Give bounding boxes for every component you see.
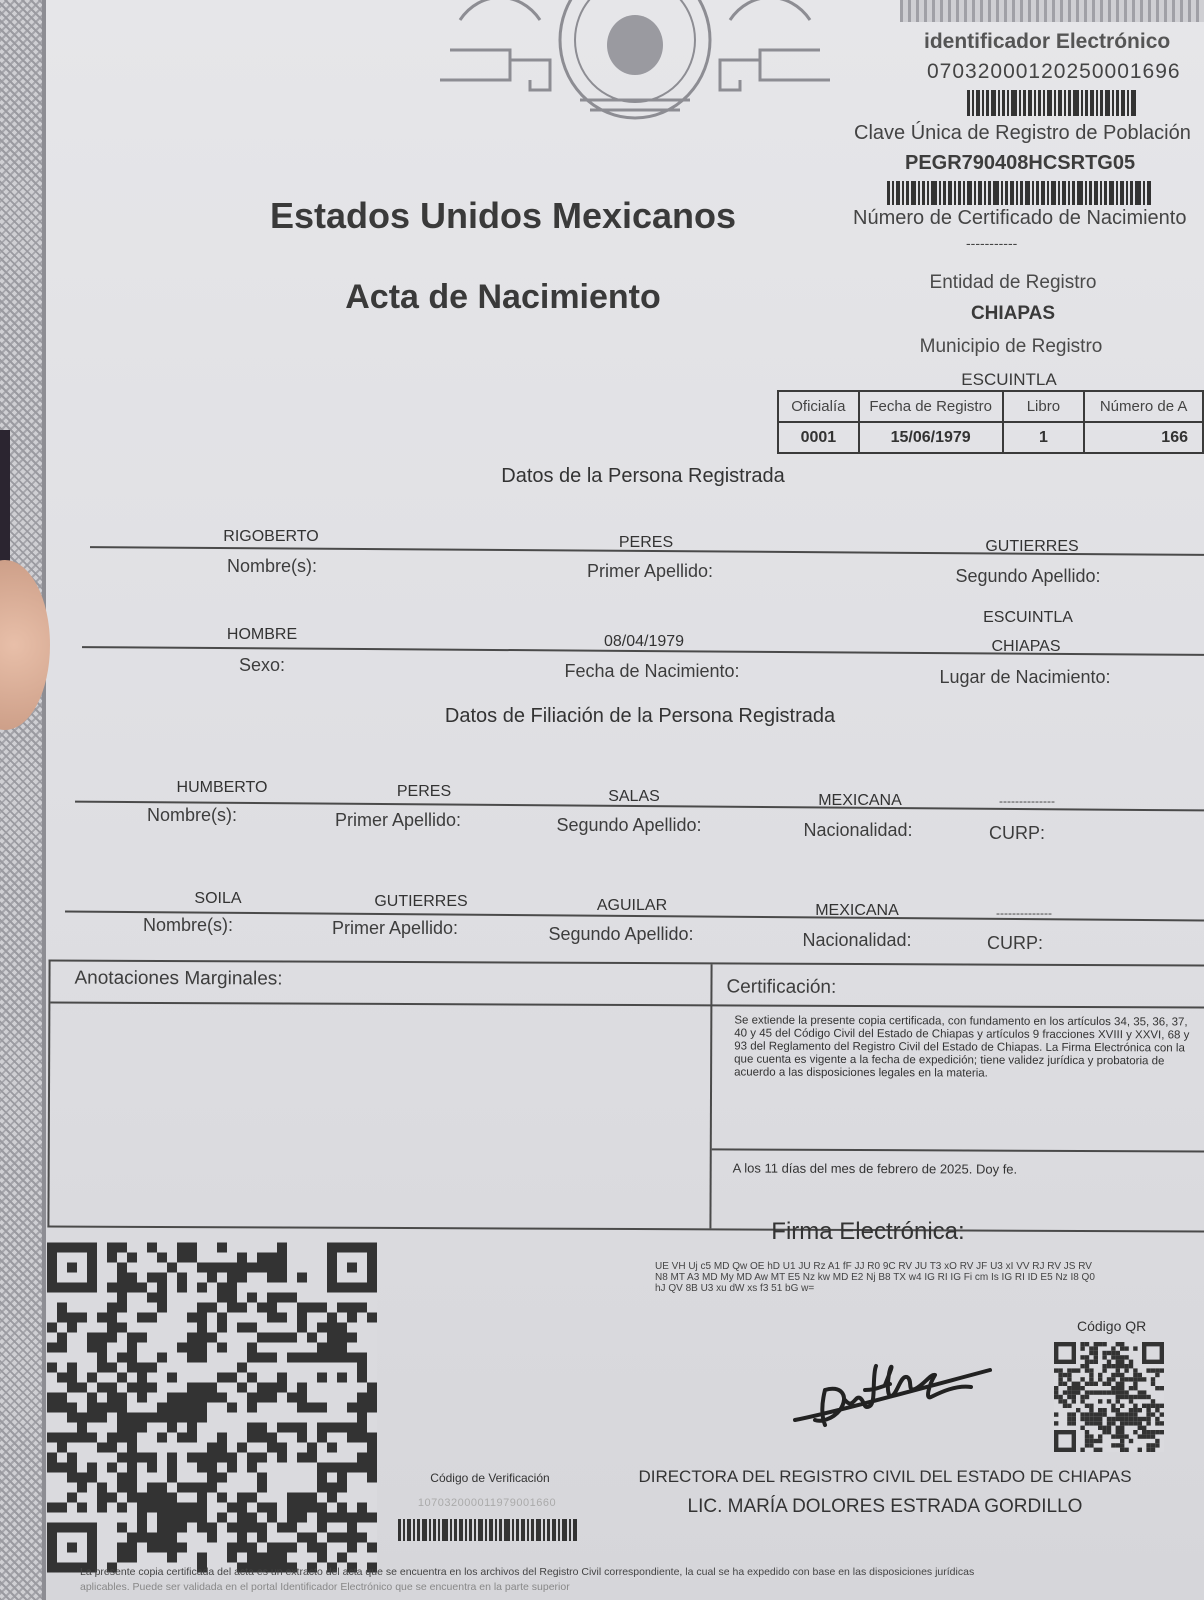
electronic-id-value: 07032000120250001696 bbox=[927, 60, 1181, 83]
birth-place-city-value: ESCUINTLA bbox=[983, 609, 1073, 626]
father-surname2-label: Segundo Apellido: bbox=[556, 815, 702, 835]
verification-barcode bbox=[398, 1519, 580, 1541]
mother-curp-label: CURP: bbox=[986, 933, 1044, 953]
person-surname2-value: GUTIERRES bbox=[985, 538, 1079, 555]
registry-header-book: Libro bbox=[1003, 391, 1085, 422]
registry-record-number-value: 166 bbox=[1084, 422, 1203, 453]
mother-name-value: SOILA bbox=[194, 890, 242, 907]
birth-date-value: 08/04/1979 bbox=[603, 633, 685, 650]
registration-entity-label: Entidad de Registro bbox=[929, 272, 1097, 293]
annotations-header-divider bbox=[50, 1001, 1204, 1008]
footer-legal-text-2: aplicables. Puede ser validada en el portal Identificador Electrónico que se encuentra en la parte superior bbox=[80, 1581, 570, 1593]
father-curp-label: CURP: bbox=[988, 823, 1046, 843]
electronic-id-barcode bbox=[967, 90, 1137, 116]
father-name-label: Nombre(s): bbox=[146, 805, 238, 825]
country-title: Estados Unidos Mexicanos bbox=[269, 195, 737, 236]
decorative-border-left bbox=[0, 0, 46, 1600]
birth-date-label: Fecha de Nacimiento: bbox=[564, 661, 740, 681]
verification-pattern-icon bbox=[47, 1240, 377, 1575]
mother-curp-value: -------------- bbox=[996, 906, 1052, 920]
footer-legal-text: La presente copia certificada del acta es un extracto del acta que se encuentra en los archivos del Registro Civil correspondiente, la cual se ha expedido con base en las disposiciones jurídicas bbox=[80, 1566, 975, 1578]
birth-place-state-value: CHIAPAS bbox=[991, 638, 1061, 655]
verification-code-label: Código de Verificación bbox=[430, 1471, 550, 1485]
decorative-border-top bbox=[900, 0, 1204, 22]
registration-municipality-label: Municipio de Registro bbox=[919, 336, 1103, 357]
mother-surname2-label: Segundo Apellido: bbox=[548, 924, 694, 944]
electronic-id-label: identificador Electrónico bbox=[924, 30, 1171, 53]
registration-municipality-value: ESCUINTLA bbox=[961, 370, 1057, 389]
person-surname1-label: Primer Apellido: bbox=[586, 561, 714, 581]
father-curp-value: -------------- bbox=[999, 794, 1055, 808]
qr-code-icon bbox=[1054, 1342, 1164, 1452]
birth-place-label: Lugar de Nacimiento: bbox=[939, 667, 1111, 687]
mother-nationality-label: Nacionalidad: bbox=[802, 930, 912, 950]
person-sex-value: HOMBRE bbox=[226, 626, 298, 643]
certification-text: Se extiende la presente copia certificada, con fundamento en los artículos 34, 35, 36, 37, 40 y 45 del Código Civil del Estado de Chiapas y artículos 9 fracciones XVIII y XXVI, 68 y 93 del Reglamento del Registro Civil del Estado de Chiapas. La Firma Electrónica con la que cuenta es vigente a la fecha de expedición; tiene validez jurídica y probatoria de acuerdo a las disposiciones legales en la materia. bbox=[734, 1014, 1190, 1080]
person-surname2-label: Segundo Apellido: bbox=[955, 566, 1101, 586]
mother-surname2-value: AGUILAR bbox=[596, 897, 668, 914]
person-name-label: Nombre(s): bbox=[226, 556, 318, 576]
registry-office-value: 0001 bbox=[778, 422, 859, 453]
registry-date-value: 15/06/1979 bbox=[859, 422, 1003, 453]
birth-certificate-number-label: Número de Certificado de Nacimiento bbox=[853, 207, 1187, 229]
electronic-signature-title: Firma Electrónica: bbox=[771, 1218, 965, 1245]
verification-code-value: 107032000011979001660 bbox=[417, 1497, 557, 1509]
registry-header-record-number: Número de A bbox=[1084, 391, 1203, 422]
certification-date-divider bbox=[712, 1148, 1204, 1152]
filiation-section-title: Datos de Filiación de la Persona Registrada bbox=[444, 705, 836, 727]
person-sex-label: Sexo: bbox=[238, 655, 286, 675]
curp-label: Clave Única de Registro de Población bbox=[854, 122, 1191, 144]
certification-date: A los 11 días del mes de febrero de 2025. Doy fe. bbox=[732, 1160, 1018, 1177]
background-edge bbox=[0, 430, 10, 580]
annotations-column-divider bbox=[709, 964, 712, 1228]
father-surname2-value: SALAS bbox=[608, 788, 660, 805]
person-surname1-value: PERES bbox=[618, 534, 674, 551]
mother-nationality-value: MEXICANA bbox=[815, 902, 899, 919]
mother-surname1-value: GUTIERRES bbox=[374, 893, 468, 910]
mother-name-label: Nombre(s): bbox=[142, 915, 234, 935]
annotations-box bbox=[47, 959, 1204, 1232]
father-surname1-value: PERES bbox=[396, 783, 452, 800]
person-section-title: Datos de la Persona Registrada bbox=[501, 465, 785, 487]
national-seal-icon bbox=[430, 0, 840, 160]
person-name-value: RIGOBERTO bbox=[223, 528, 319, 545]
birth-certificate-number-value: ----------- bbox=[966, 235, 1018, 251]
qr-code-label: Código QR bbox=[1077, 1318, 1147, 1334]
certification-title: Certificación: bbox=[726, 976, 837, 998]
marginal-annotations-title: Anotaciones Marginales: bbox=[74, 967, 283, 990]
document-title: Acta de Nacimiento bbox=[345, 278, 661, 316]
father-nationality-label: Nacionalidad: bbox=[803, 820, 913, 840]
mother-surname1-label: Primer Apellido: bbox=[331, 918, 459, 938]
registry-header-office: Oficialía bbox=[778, 391, 859, 422]
father-name-value: HUMBERTO bbox=[176, 779, 268, 796]
registry-table bbox=[777, 390, 1204, 454]
registry-header-date: Fecha de Registro bbox=[859, 391, 1003, 422]
curp-barcode bbox=[887, 180, 1152, 206]
official-name: LIC. MARÍA DOLORES ESTRADA GORDILLO bbox=[687, 1496, 1083, 1517]
registration-entity-value: CHIAPAS bbox=[970, 303, 1056, 324]
electronic-signature-hash: UE VH Uj c5 MD Qw OE hD U1 JU Rz A1 fF JJ R0 9C RV JU T3 xO RV JF U3 xI VV RJ RV JS RV N8 MT A3 MD My MD Aw MT E5 Nz kw MD E2 Nj B8 TX w4 IG RI IG Fi cm Is IG RI ID E5 Nz I8 Q0 hJ QV 8B U3 xu dW xs f3 51 bG w= bbox=[655, 1261, 1095, 1294]
official-title: DIRECTORA DEL REGISTRO CIVIL DEL ESTADO DE CHIAPAS bbox=[638, 1467, 1132, 1486]
father-surname1-label: Primer Apellido: bbox=[334, 810, 462, 830]
handwritten-signature bbox=[785, 1335, 1000, 1435]
curp-value: PEGR790408HCSRTG05 bbox=[905, 152, 1136, 174]
registry-book-value: 1 bbox=[1003, 422, 1085, 453]
father-nationality-value: MEXICANA bbox=[818, 792, 902, 809]
